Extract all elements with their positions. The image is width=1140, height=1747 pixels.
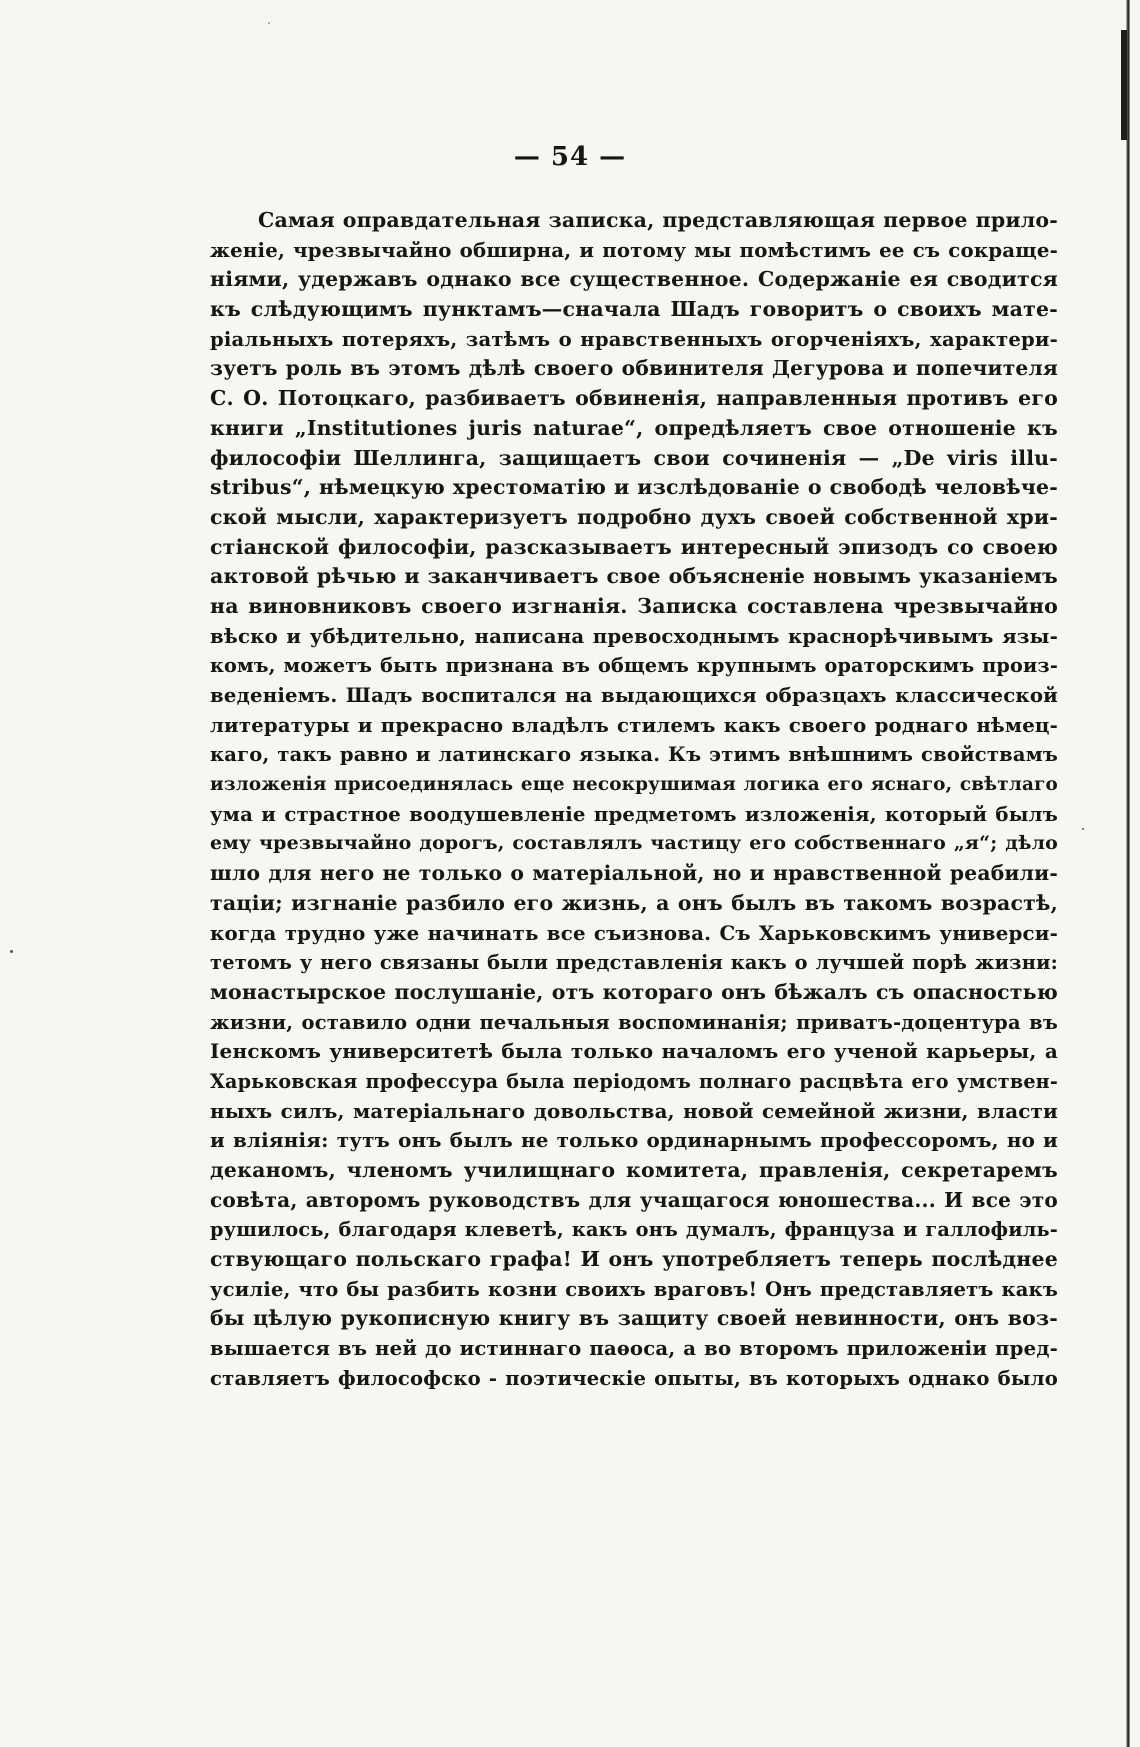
text-line: ему чрезвычайно дорогъ, составлялъ частицу его собственнаго „я“; дѣло [210,832,1058,855]
text-line: ской мысли, характеризуетъ подробно духъ своей собственной хри- [210,504,1058,529]
text-line: книги „Institutiones juris naturae“, опредѣляетъ свое отношеніе къ [210,415,1058,440]
text-line: ствующаго польскаго графа! И онъ употребляетъ теперь послѣднее [210,1247,1058,1272]
page-number: — 54 — [513,142,627,172]
page-edge-line [1126,0,1130,1747]
text-line: ныхъ силъ, матеріальнаго довольства, новой семейной жизни, власти [210,1098,1058,1123]
text-line: философіи Шеллинга, защищаетъ свои сочиненія — „De viris illu- [210,445,1058,470]
text-line: ставляетъ философско - поэтическіе опыты, въ которыхъ однако было [210,1366,1058,1390]
scan-speck [1082,828,1084,830]
text-line: веденіемъ. Шадъ воспитался на выдающихся образцахъ классической [210,683,1058,707]
text-line: таціи; изгнаніе разбило его жизнь, а онъ былъ въ такомъ возрастѣ, [210,890,1058,915]
text-line: усиліе, что бы разбить козни своихъ враговъ! Онъ представляетъ какъ [210,1277,1058,1301]
text-line: ріальныхъ потеряхъ, затѣмъ о нравственныхъ огорченіяхъ, характери- [210,327,1058,351]
text-line: Самая оправдательная записка, представляющая первое прило- [258,208,1058,232]
text-line: шло для него не только о матеріальной, но и нравственной реабили- [210,861,1058,886]
text-line: литературы и прекрасно владѣлъ стилемъ какъ своего роднаго нѣмец- [210,713,1058,737]
text-line: зуетъ роль въ этомъ дѣлѣ своего обвинителя Дегурова и попечителя [210,356,1058,381]
text-line: ніями, удержавъ однако все существенное. Содержаніе ея сводится [210,267,1058,292]
text-line: деканомъ, членомъ училищнаго комитета, правленія, секретаремъ [210,1158,1058,1182]
scan-speck [268,22,270,24]
text-line: вѣско и убѣдительно, написана превосходнымъ краснорѣчивымъ язы- [210,623,1058,648]
scan-speck [10,950,13,953]
text-line: stribus“, нѣмецкую хрестоматію и изслѣдованіе о свободѣ человѣче- [210,475,1058,500]
text-line: совѣта, авторомъ руководствъ для учащагося юношества... И все это [210,1187,1058,1212]
text-line: женіе, чрезвычайно обширна, и потому мы помѣстимъ ее съ сокраще- [210,237,1058,262]
text-line: къ слѣдующимъ пунктамъ—сначала Шадъ говоритъ о своихъ мате- [210,297,1058,322]
text-line: С. О. Потоцкаго, разбиваетъ обвиненія, направленныя противъ его [210,386,1058,411]
page-edge-mark [1121,30,1127,140]
text-line: монастырское послушаніе, отъ котораго онъ бѣжалъ съ опасностью [210,979,1058,1004]
text-line: когда трудно уже начинать все съизнова. Съ Харьковскимъ универси- [210,920,1058,945]
text-line: вышается въ ней до истиннаго паѳоса, а во второмъ приложеніи пред- [210,1337,1058,1361]
text-line: и вліянія: тутъ онъ былъ не только ординарнымъ профессоромъ, но и [210,1128,1058,1153]
text-line: Іенскомъ университетѣ была только началомъ его ученой карьеры, а [210,1039,1058,1064]
text-line: каго, такъ равно и латинскаго языка. Къ этимъ внѣшнимъ свойствамъ [210,743,1058,767]
text-line: Харьковская профессура была періодомъ полнаго расцвѣта его умствен- [210,1069,1058,1093]
text-line: жизни, оставило одни печальныя воспоминанія; приватъ-доцентура въ [210,1010,1058,1034]
text-line: актовой рѣчью и заканчиваетъ свое объясненіе новымъ указаніемъ [210,564,1058,589]
text-line: бы цѣлую рукописную книгу въ защиту своей невинности, онъ воз- [210,1306,1058,1331]
text-line: ума и страстное воодушевленіе предметомъ изложенія, который былъ [210,802,1058,826]
body-text [210,206,1058,1394]
text-line: на виновниковъ своего изгнанія. Записка составлена чрезвычайно [210,593,1058,618]
text-line: рушилось, благодаря клеветѣ, какъ онъ думалъ, француза и галлофиль- [210,1218,1058,1242]
text-line: тетомъ у него связаны были представленія какъ о лучшей порѣ жизни: [210,951,1058,975]
text-line: комъ, можетъ быть признана въ общемъ крупнымъ ораторскимъ произ- [210,654,1058,678]
text-line: стіанской философіи, разсказываетъ интересный эпизодъ со своею [210,534,1058,559]
text-line: изложенія присоединялась еще несокрушимая логика его яснаго, свѣтлаго [210,774,1058,796]
